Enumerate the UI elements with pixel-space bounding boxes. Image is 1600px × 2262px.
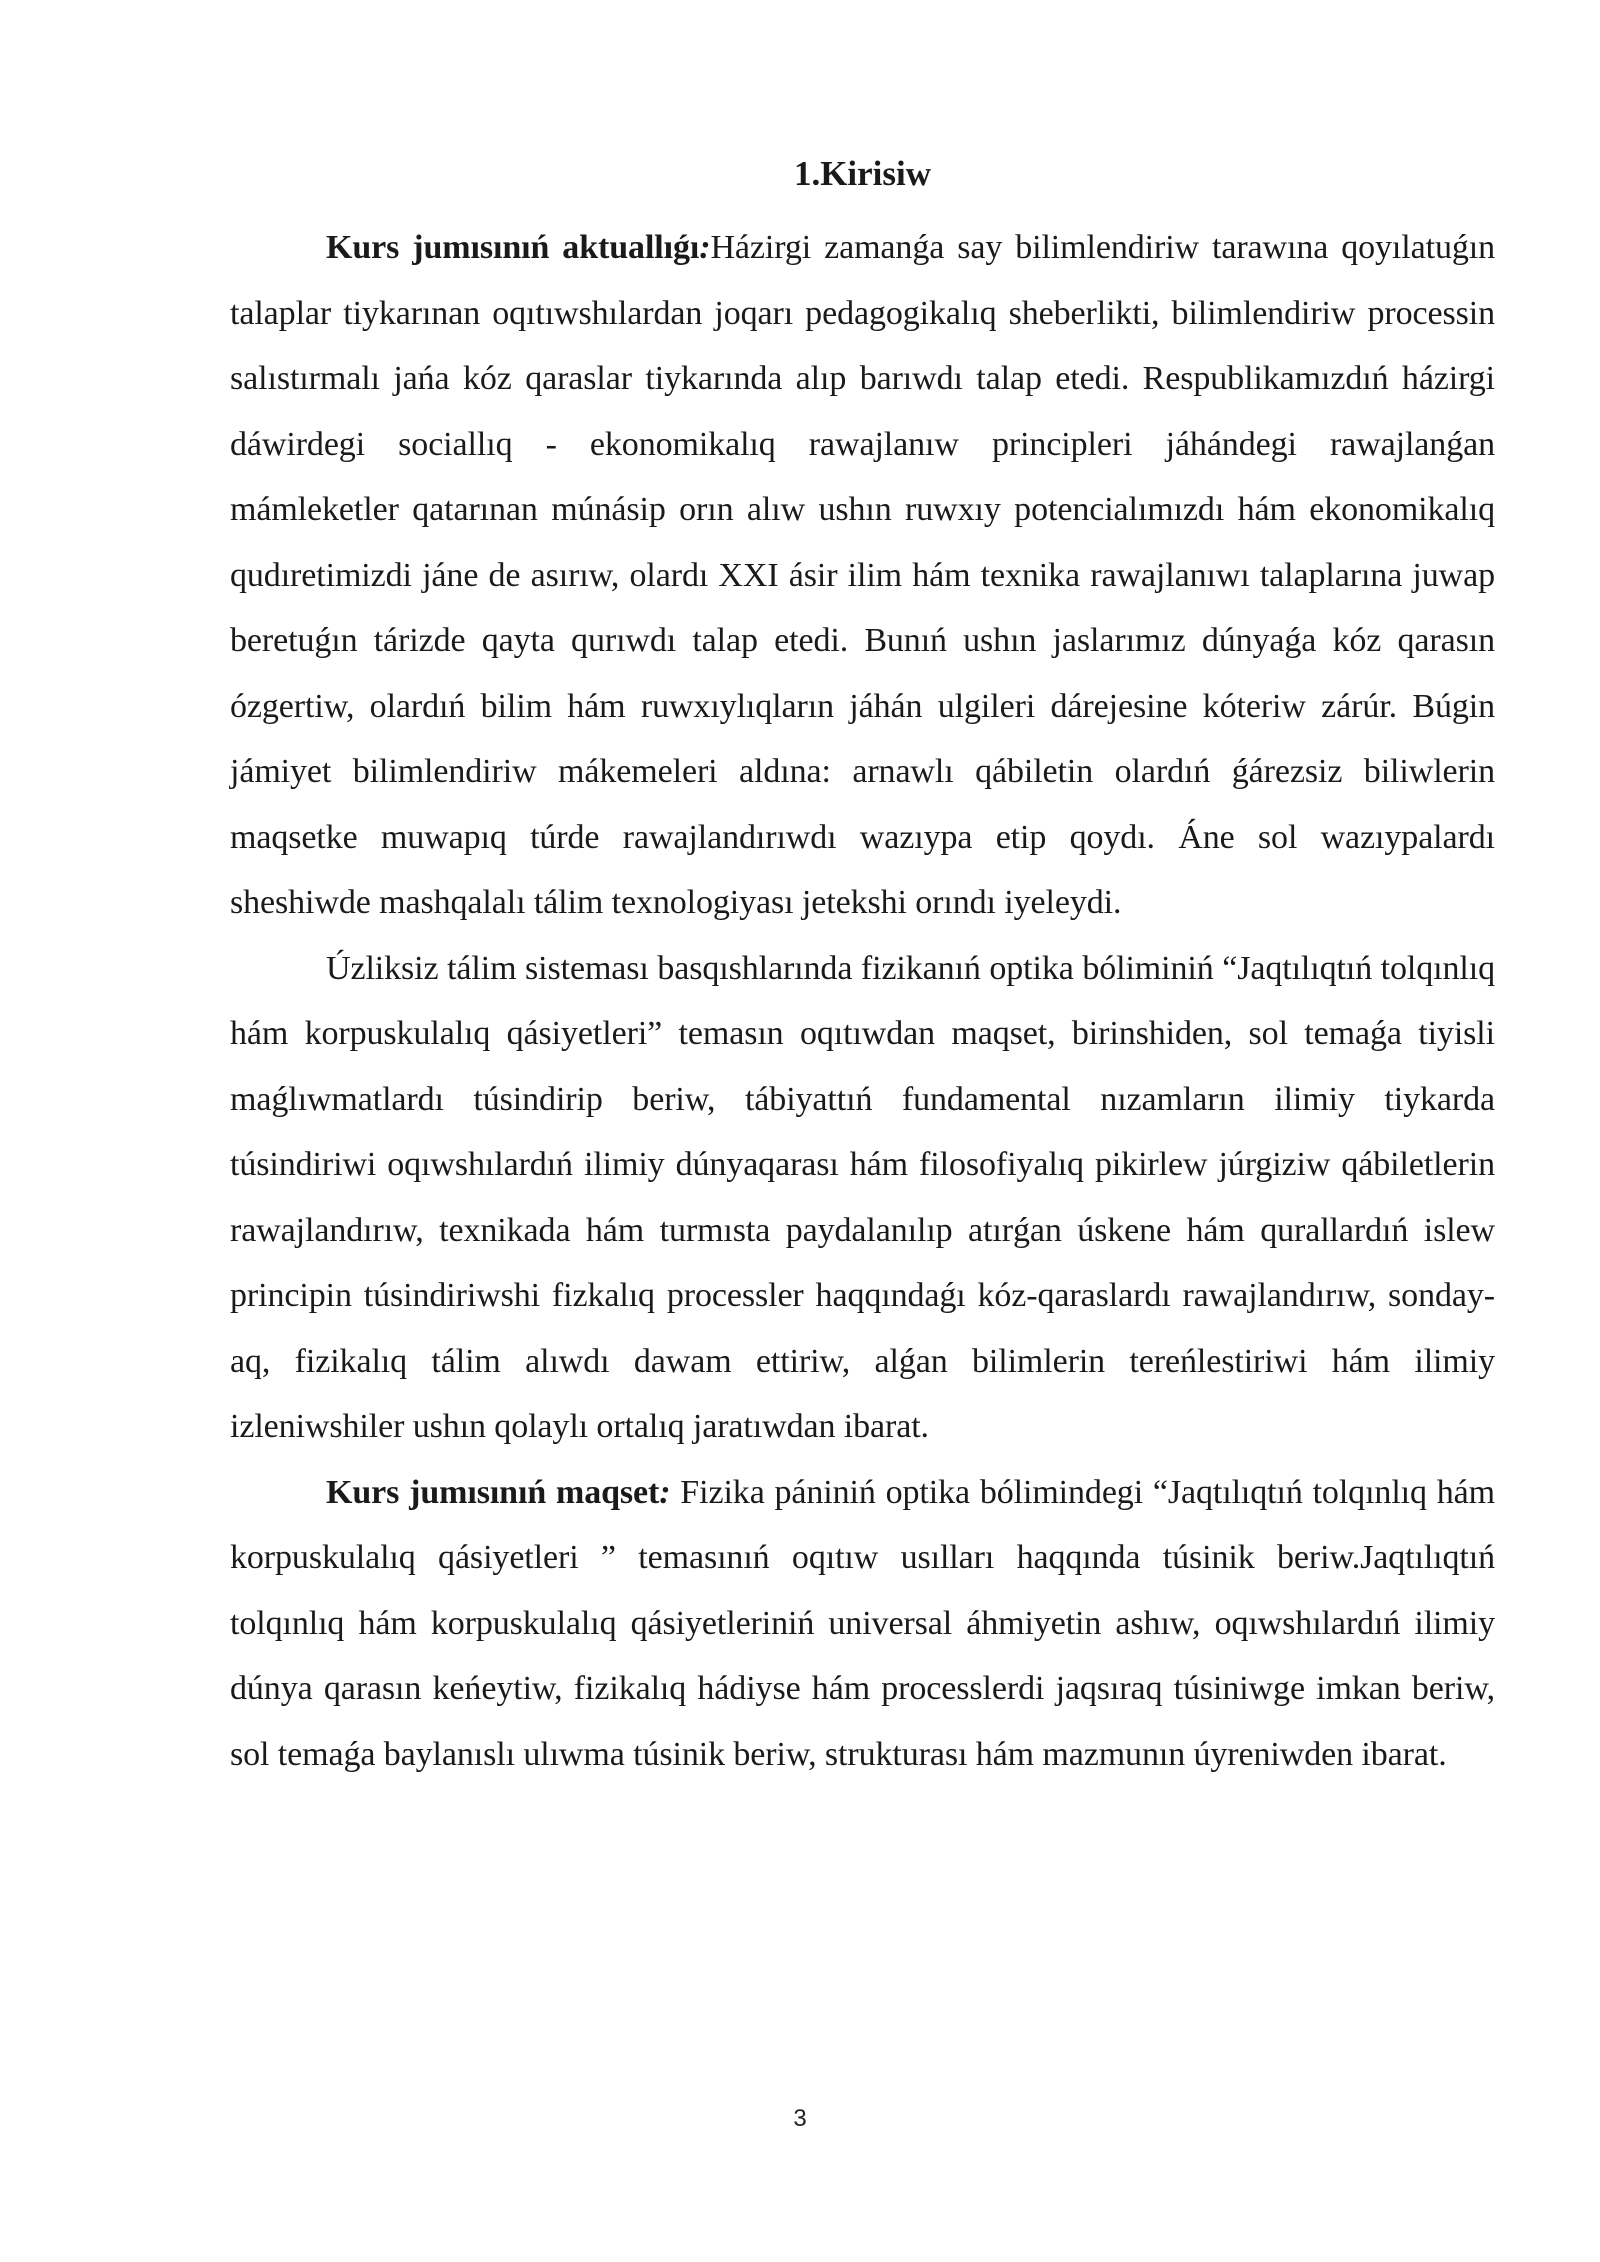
lead-colon: :: [659, 1473, 671, 1511]
document-page: [230, 150, 1495, 1787]
paragraph-lead: Kurs jumısınıń aktuallıǵı: [326, 229, 700, 266]
paragraph-lead: Kurs jumısınıń maqset: [326, 1473, 660, 1511]
paragraph-objective: [230, 1460, 1495, 1788]
paragraph-relevance: [230, 215, 1495, 936]
paragraph-text: Fizika pániniń optika bólimindegi “Jaqtılıqtıń tolqınlıq hám korpuskulalıq qásiyetleri ” temasınıń oqıtıw usılları haqqında túsinik beriw.Jaqtılıqtıń tolqınlıq hám korpuskulalıq qásiyetleriniń universal áhmiyetin ashıw, oqıwshılardıń ilimiy dúnya qarasın keńeytiw, fizikalıq hádiyse hám processlerdi jaqsıraq túsiniwge imkan beriw, sol temaǵa baylanıslı ulıwma túsinik beriw, strukturası hám mazmunın úyreniwden ibarat.: [230, 1473, 1495, 1773]
paragraph-goal-intro: [230, 936, 1495, 1460]
section-heading: 1.Kirisiw: [793, 154, 932, 193]
page-number: 3: [793, 2105, 807, 2132]
lead-colon: :: [699, 229, 711, 266]
paragraph-text: Úzliksiz tálim sisteması basqıshlarında fizikanıń optika bóliminiń “Jaqtılıqtıń tolqınlıq hám korpuskulalıq qásiyetleri” temasın oqıtıwdan maqset, birinshiden, sol temaǵa tiyisli maǵlıwmatlardı túsindirip beriw, tábiyattıń fundamental nızamların ilimiy tiykarda túsindiriwi oqıwshılardıń ilimiy dúnyaqarası hám filosofiyalıq pikirlew júrgiziw qábiletlerin rawajlandırıw, texnikada hám turmısta paydalanılıp atırǵan úskene hám qurallardıń islew principin túsindiriwshi fizkalıq processler haqqındaǵı kóz-qaraslardı rawajlandırıw, sonday-aq, fizikalıq tálim alıwdı dawam ettiriw, alǵan bilimlerin tereńlestiriwi hám ilimiy izleniwshiler ushın qolaylı ortalıq jaratıwdan ibarat.: [230, 949, 1495, 1445]
paragraph-text: Házirgi zamanǵa say bilimlendiriw tarawına qoyılatuǵın talaplar tiykarınan oqıtıwshılardan joqarı pedagogikalıq sheberlikti, bilimlendiriw processin salıstırmalı jańa kóz qaraslar tiykarında alıp barıwdı talap etedi. Respublikamızdıń házirgi dáwirdegi sociallıq - ekonomikalıq rawajlanıw principleri jáhándegi rawajlanǵan mámleketler qatarınan múnásip orın alıw ushın ruwxıy potencialımızdı hám ekonomikalıq qudıretimizdi jáne de asırıw, olardı XXI ásir ilim hám texnika rawajlanıwı talaplarına juwap beretuǵın tárizde qayta qurıwdı talap etedi. Bunıń ushın jaslarımız dúnyaǵa kóz qarasın ózgertiw, olardıń bilim hám ruwxıylıqların jáhán ulgileri dárejesine kóteriw zárúr. Búgin jámiyet bilimlendiriw mákemeleri aldına: arnawlı qábiletin olardıń ǵárezsiz biliwlerin maqsetke muwapıq túrde rawajlandırıwdı wazıypa etip qoydı. Áne sol wazıypalardı sheshiwde mashqalalı tálim texnologiyası jetekshi orındı iyeleydi.: [230, 229, 1496, 921]
